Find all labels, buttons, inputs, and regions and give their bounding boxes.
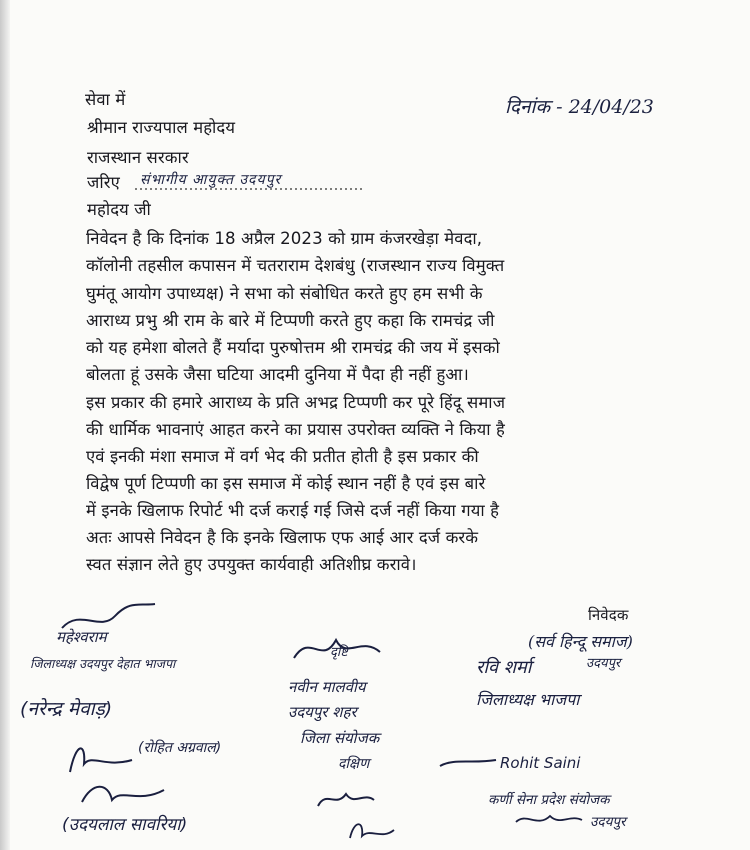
via-handwritten: संभागीय आयुक्त उदयपुर (140, 172, 282, 188)
body-line-11: में इनके खिलाफ रिपोर्ट भी दर्ज कराई गई जिसे दर्ज नहीं किया गया है (86, 501, 500, 520)
body-line-9: एवं इनकी मंशा समाज में वर्ग भेद की प्रतीत होती है इस प्रकार की (86, 447, 479, 466)
body-line-6: बोलता हूं उसके जैसा घटिया आदमी दुनिया में पैदा ही नहीं हुआ। (86, 365, 469, 384)
signature-7-name: Rohit Saini (500, 754, 581, 772)
signature-9-scribble (316, 786, 376, 812)
signature-6-title: जिलाध्यक्ष भाजपा (476, 690, 580, 709)
signature-4-scribble (78, 780, 168, 810)
signature-3-scribble (66, 742, 136, 782)
signature-8-scribble (514, 810, 584, 830)
government: राजस्थान सरकार (87, 148, 189, 167)
body-line-13: स्वत संज्ञान लेते हुए उपयुक्त कार्यवाही अतिशीघ्र करावे। (86, 555, 417, 574)
signature-5-line-4: जिला संयोजक (300, 729, 380, 747)
signature-6-name: रवि शर्मा (476, 657, 532, 678)
dotted-underline (135, 186, 365, 192)
signature-8-line-2: उदयपुर (590, 814, 626, 830)
via-prefix: जरिए (87, 173, 120, 192)
body-line-3: घुमंतू आयोग उपाध्यक्ष) ने सभा को संबोधित करते हुए हम सभी के (86, 284, 483, 303)
signature-1-title: जिलाध्यक्ष उदयपुर देहात भाजपा (30, 656, 176, 671)
body-line-5: को यह हमेशा बोलते हैं मर्यादा पुरुषोत्तम श्री रामचंद्र की जय में इसको (86, 338, 500, 357)
body-line-8: की धार्मिक भावनाएं आहत करने का प्रयास उपरोक्त व्यक्ति ने किया है (86, 420, 505, 439)
signature-10-scribble (346, 818, 396, 844)
body-line-10: विद्वेष पूर्ण टिप्पणी का इस समाज में कोई स्थान नहीं है एवं इस बारे (86, 474, 486, 493)
applicant-label: निवेदक (588, 606, 629, 624)
signature-2-name: (नरेन्द्र मेवाड़) (20, 698, 113, 720)
addressee: श्रीमान राज्यपाल महोदय (87, 118, 236, 137)
body-line-4: आराध्य प्रभु श्री राम के बारे में टिप्पणी करते हुए कहा कि रामचंद्र जी (86, 311, 495, 330)
signature-5-line-1: दृष्टि (330, 645, 348, 660)
paper-edge-shadow (0, 0, 10, 850)
signature-3-name: (रोहित अग्रवाल) (138, 740, 222, 756)
signature-5-line-3: उदयपुर शहर (288, 703, 357, 721)
signature-5-line-5: दक्षिण (338, 756, 370, 772)
body-line-2: कॉलोनी तहसील कपासन में चतराराम देशबंधु (राजस्थान राज्य विमुक्त (86, 256, 505, 275)
applicant-city: उदयपुर (586, 656, 621, 671)
signature-5-line-2: नवीन मालवीय (288, 678, 366, 696)
letter-date: दिनांक - 24/04/23 (505, 96, 654, 118)
greeting: महोदय जी (87, 200, 151, 219)
signature-4-name: (उदयलाल सावरिया) (62, 815, 188, 835)
signature-7-stroke (438, 752, 498, 772)
body-line-1: निवेदन है कि दिनांक 18 अप्रैल 2023 को ग्राम कंजरखेड़ा मेवदा, (86, 229, 483, 248)
body-line-12: अतः आपसे निवेदन है कि इनके खिलाफ एफ आई आर दर्ज करके (86, 528, 479, 547)
body-line-7: इस प्रकार की हमारे आराध्य के प्रति अभद्र टिप्पणी कर पूरे हिंदू समाज (86, 393, 506, 412)
applicant-org: (सर्व हिन्दू समाज) (528, 632, 633, 651)
signature-1-name: महेश्वराम (56, 628, 107, 646)
salutation-to: सेवा में (85, 90, 126, 109)
signature-8-line-1: कर्णी सेना प्रदेश संयोजक (488, 792, 610, 808)
